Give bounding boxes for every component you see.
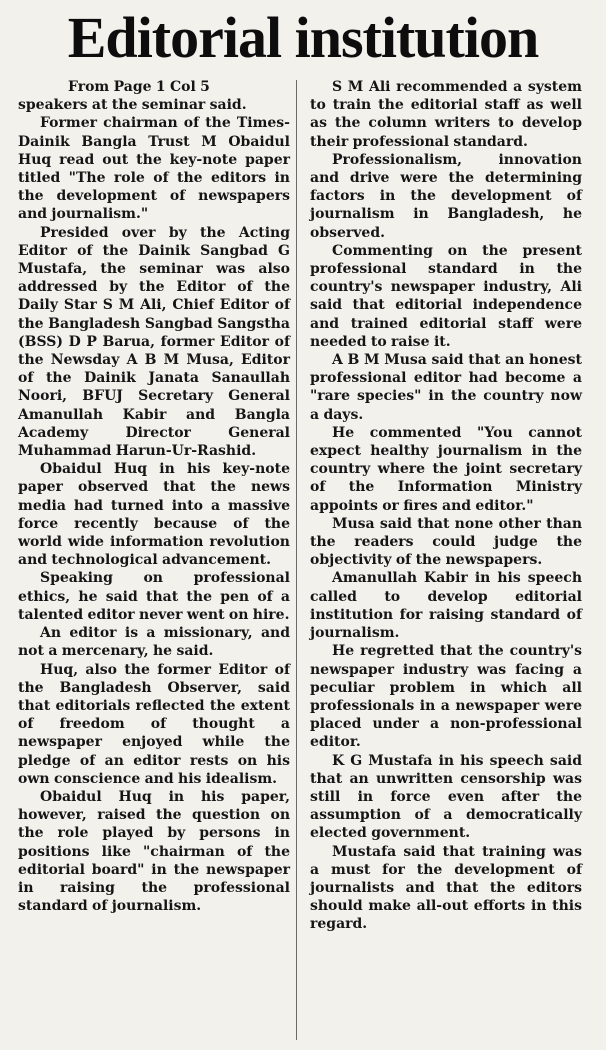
- paragraph: Former chairman of the Times-Dainik Bangla Trust M Obaidul Huq read out the key-note paper titled "The role of the editors in the development of newspapers and journalism.": [18, 115, 290, 223]
- continuation-folio: From Page 1 Col 5: [68, 79, 210, 95]
- paragraph: Obaidul Huq in his key-note paper observed that the news media had turned into a massive force recently because of the world wide information revolution and technological advancement.: [18, 461, 290, 569]
- paragraph: Professionalism, innovation and drive were the determining factors in the development of journalism in Bangladesh, he observed.: [310, 151, 582, 241]
- headline: Editorial institution: [67, 5, 539, 70]
- left-column: [18, 78, 290, 915]
- paragraph: He regretted that the country's newspaper industry was facing a peculiar problem in which all professionals in a newspaper were placed under a non-professional editor.: [310, 643, 582, 751]
- paragraph: Amanullah Kabir in his speech called to develop editorial institution for raising standard of journalism.: [310, 570, 582, 642]
- paragraph: Musa said that none other than the readers could judge the objectivity of the newspapers.: [310, 515, 582, 569]
- paragraph: Obaidul Huq in his paper, however, raised the question on the role played by persons in positions like "chairman of the editorial board" in the newspaper in raising the professional standard of journalism.: [18, 788, 290, 915]
- paragraph: S M Ali recommended a system to train the editorial staff as well as the column writers to develop their professional standard.: [310, 79, 582, 150]
- right-column: [310, 78, 582, 934]
- paragraph: Mustafa said that training was a must for the development of journalists and that the editors should make all-out efforts in this regard.: [310, 843, 582, 933]
- paragraph: Presided over by the Acting Editor of the Dainik Sangbad G Mustafa, the seminar was also addressed by the Editor of the Daily Star S M Ali, Chief Editor of the Bangladesh Sangbad Sangstha (BSS) D P Barua, former Editor of the Newsday A B M Musa, Editor of the Dainik Janata Sanaullah Noori, BFUJ Secretary General Amanullah Kabir and Bangla Academy Director General Muhammad Harun-Ur-Rashid.: [18, 224, 290, 460]
- paragraph: K G Mustafa in his speech said that an unwritten censorship was still in force even after the assumption of a democratically elected government.: [310, 752, 582, 842]
- paragraph: Speaking on professional ethics, he said that the pen of a talented editor never went on hire.: [18, 570, 290, 623]
- paragraph: An editor is a missionary, and not a mercenary, he said.: [18, 625, 290, 660]
- paragraph: speakers at the seminar said.: [18, 97, 247, 114]
- paragraph: Huq, also the former Editor of the Bangladesh Observer, said that editorials reflected the extent of freedom of thought a newspaper enjoyed while the pledge of an editor rests on his own conscience and his idealism.: [18, 661, 290, 787]
- column-divider: [296, 80, 297, 1040]
- paragraph: Commenting on the present professional standard in the country's newspaper industry, Ali said that editorial independence and trained editorial staff were needed to raise it.: [310, 242, 582, 350]
- paragraph: He commented "You cannot expect healthy journalism in the country where the joint secretary of the Information Ministry appoints or fires and editor.": [310, 424, 582, 514]
- paragraph: A B M Musa said that an honest professional editor had become a "rare species" in the country now a days.: [310, 352, 582, 423]
